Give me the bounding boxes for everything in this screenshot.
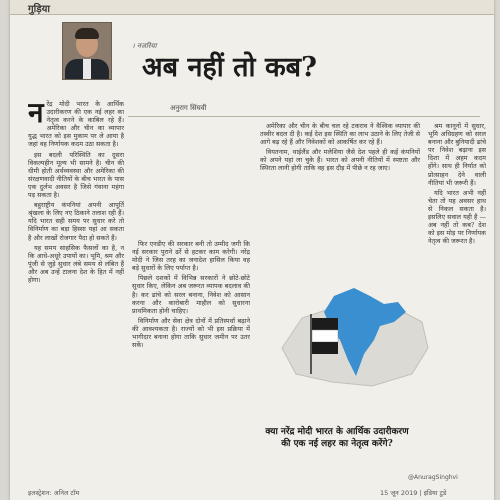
author-photo-shirt <box>83 59 91 79</box>
pull-quote: क्या नरेंद्र मोदी भारत के आर्थिक उदारीकरण की एक नई लहर का नेतृत्व करेंगे? <box>265 427 409 449</box>
magazine-page <box>10 0 494 500</box>
divider-rule <box>128 116 480 117</box>
column-2-paragraph: विनिर्माण और सेवा क्षेत्र दोनों में प्रतिस्पर्धा बढ़ाने की आवश्यकता है। राज्यों को भी इस प्रक्रिया में भागीदार बनाना होगा ताकि सुधार जमीन पर उतर सकें। <box>132 316 250 350</box>
column-4-paragraph: श्रम कानूनों में सुधार, भूमि अधिग्रहण को सरल बनाना और बुनियादी ढांचे पर निवेश बढ़ाना इस दिशा में अहम कदम होंगे। साथ ही निर्यात को प्रोत्साहन देने वाली नीतियां भी जरूरी हैं। <box>428 122 486 187</box>
flag-pole <box>310 314 312 374</box>
drop-cap: न <box>28 100 44 129</box>
section-name: गुड़िया <box>28 4 50 15</box>
column-1-paragraph: बहुराष्ट्रीय कंपनियां अपनी आपूर्ति श्रृंखला के लिए नए ठिकाने तलाश रही हैं। यदि भारत सही समय पर सुधार करे तो विनिर्माण का बड़ा हिस्सा यहां आ सकता है और लाखों रोजगार पैदा हो सकते हैं। <box>28 201 124 242</box>
article-column-1 <box>28 100 124 480</box>
tricolor-flag-saffron <box>312 318 338 330</box>
tricolor-flag-green <box>312 342 338 354</box>
page-date-footer: 15 जून 2019 | इंडिया टुडे <box>380 489 447 497</box>
article-column-3 <box>260 122 420 262</box>
author-photo-hair <box>75 28 99 39</box>
article-headline: अब नहीं तो कब? <box>142 52 317 83</box>
column-2-paragraph: पिछले दशकों में विभिन्न सरकारों ने छोटे-छोटे सुधार किए, लेकिन अब जरूरत व्यापक बदलाव की है। कर ढांचे को सरल बनाना, निवेश को आसान करना और कारोबारी माहौल को सुधारना प्राथमिकता होनी चाहिए। <box>132 274 250 315</box>
column-3-paragraph: अमेरिका और चीन के बीच चल रहे टकराव ने वैश्विक व्यापार की तस्वीर बदल दी है। कई देश इस स्थिति का लाभ उठाने के लिए तेजी से आगे बढ़ रहे हैं और निवेशकों को आकर्षित कर रहे हैं। <box>260 122 420 147</box>
column-3-paragraph: वियतनाम, थाईलैंड और मलेशिया जैसे देश पहले ही कई कंपनियों को अपने यहां ला चुके हैं। भारत को अपनी नीतियों में स्पष्टता और स्थिरता लानी होगी ताकि वह इस दौड़ में पीछे न रह जाए। <box>260 148 420 173</box>
column-1-paragraph: यह समय साहसिक फैसलों का है, न कि आधे-अधूरे उपायों का। भूमि, श्रम और पूंजी से जुड़े सुधार लंबे समय से लंबित हैं और अब उन्हें टालना देश के हित में नहीं होगा। <box>28 243 124 284</box>
article-column-2 <box>132 240 250 480</box>
article-kicker: । नजरिया <box>132 42 157 50</box>
section-header-band <box>10 0 494 15</box>
author-photo <box>62 22 112 80</box>
column-1-paragraph: रेंद्र मोदी भारत के आर्थिक उदारीकरण की एक नई लहर का नेतृत्व करने के काबिल रहे हैं। अमेरिका और चीन का व्यापार युद्ध भारत को इस मुकाम पर ले आया है जहां वह निर्णायक कदम उठा सकता है। <box>28 100 124 149</box>
column-2-paragraph: फिर एनडीए की सरकार बनी तो उम्मीद जगी कि नई सरकार पुराने ढर्रे से हटकर काम करेगी। नरेंद्र मोदी ने जिस तरह का जनादेश हासिल किया वह बड़े सुधारों के लिए पर्याप्त है। <box>132 240 250 273</box>
article-column-4 <box>428 122 486 482</box>
author-handle: @AnuragSinghvi <box>408 474 458 481</box>
article-byline: अनुराग सिंघवी <box>170 104 207 112</box>
column-4-paragraph: यदि भारत अभी नहीं चेता तो यह अवसर हाथ से निकल सकता है। इसलिए सवाल यही है — अब नहीं तो कब? देश को इस मोड़ पर निर्णायक नेतृत्व की जरूरत है। <box>428 188 486 246</box>
india-map-illustration <box>272 278 432 390</box>
tricolor-flag-white <box>312 330 338 342</box>
column-1-paragraph: इस बदली परिस्थिति का दूसरा विकल्पहीन मूल्य भी सामने है। चीन की धीमी होती अर्थव्यवस्था और अमेरिका की संरक्षणवादी नीतियों के बीच भारत के पास एक दुर्लभ अवसर है जिसे गंवाना महंगा पड़ सकता है। <box>28 150 124 200</box>
illustration-credit: इलस्ट्रेशन: अनिल टॉम <box>28 489 80 497</box>
